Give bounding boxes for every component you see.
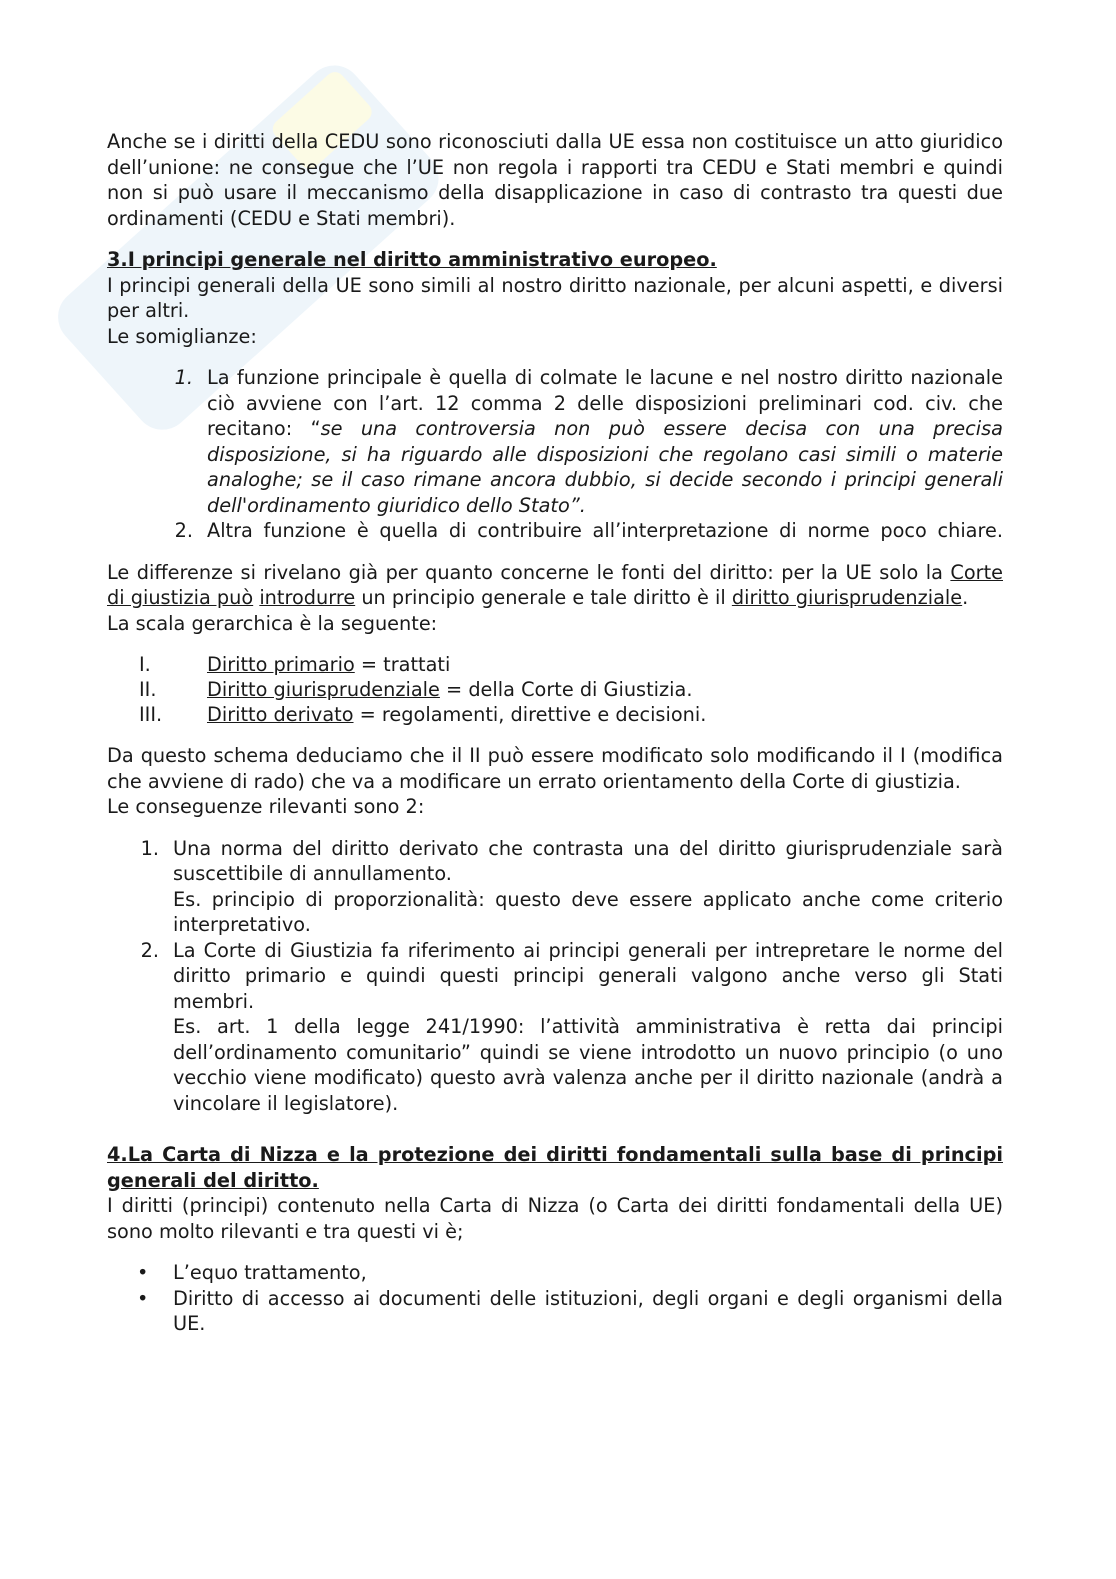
civil-code-quote: se una controversia non può essere decisa con una precisa disposizione, si ha riguardo alle disposizioni che regolano casi simili o materie analoghe; se il caso rimane ancora dubbio, si decide secondo i principi generali dell'ordinamento giuridico dello Stato: [207, 417, 1003, 517]
section-4-heading: 4.La Carta di Nizza e la protezione dei diritti fondamentali sulla base di principi generali del diritto.: [107, 1143, 1003, 1192]
bullet-text: L’equo trattamento,: [173, 1261, 367, 1284]
intro-paragraph: Anche se i diritti della CEDU sono riconosciuti dalla UE essa non costituisce un atto giuridico dell’unione: ne consegue che l’UE non regola i rapporti tra CEDU e Stati membri e quindi non si può usare il meccanismo della disapplicazione in caso di contrasto tra questi due ordinamenti (CEDU e Stati membri).: [107, 130, 1003, 230]
consequence-example: Es. principio di proporzionalità: questo deve essere applicato anche come criterio interpretativo.: [173, 887, 1003, 936]
quote-end: ”.: [569, 493, 586, 517]
scheme-paragraph: Da questo schema deduciamo che il II può essere modificato solo modificando il I (modifica che avviene di rado) che va a modificare un errato orientamento della Corte di giustizia.: [107, 744, 1003, 793]
bullet-text: Diritto di accesso ai documenti delle istituzioni, degli organi e degli organismi della UE.: [173, 1286, 1003, 1335]
hierarchy-term: Diritto primario: [207, 653, 355, 676]
bullet-item-2: [107, 1286, 1003, 1337]
list-number: 2.: [140, 938, 159, 962]
hierarchy-item-1: [107, 652, 1003, 677]
bullet-icon: •: [137, 1261, 149, 1284]
list-number: 2.: [174, 519, 193, 542]
hierarchy-term: Diritto derivato: [207, 703, 354, 726]
similarity-text: La funzione principale è quella di colmate le lacune e nel nostro diritto nazionale ciò avviene con l’art. 12 comma 2 delle disposizioni preliminari cod. civ. che recitano: “: [207, 366, 1003, 440]
hierarchy-desc: = della Corte di Giustizia.: [439, 678, 693, 701]
case-law-underlined: diritto giurisprudenziale: [731, 586, 963, 609]
roman-numeral: II.: [139, 678, 157, 701]
list-number: 1.: [174, 366, 193, 389]
roman-numeral: III.: [139, 703, 163, 726]
similarity-item-2: [107, 518, 1003, 544]
court-of-justice-underlined: Corte di giustizia può: [107, 560, 1003, 609]
differences-paragraph: Le differenze si rivelano già per quanto concerne le fonti del diritto: per la UE solo la Corte di giustizia può introdurre un principio generale e tale diritto è il diritto giurisprudenziale.: [107, 560, 1003, 609]
introduce-underlined: introdurre: [259, 586, 356, 609]
similarity-item-1: [107, 365, 1003, 518]
section-3-heading: 3.I principi generale nel diritto amministrativo europeo.: [107, 248, 717, 271]
bullet-item-1: [107, 1260, 1003, 1286]
similarity-text: Altra funzione è quella di contribuire all’interpretazione di norme poco chiare.: [207, 519, 1003, 542]
hierarchy-item-2: [107, 677, 1003, 702]
hierarchy-term: Diritto giurisprudenziale: [207, 678, 440, 701]
consequence-text: La Corte di Giustizia fa riferimento ai principi generali per intrepretare le norme del diritto primario e quindi questi principi generali valgono anche verso gli Stati membri.: [173, 938, 1003, 1013]
list-number: 1.: [140, 836, 159, 860]
hierarchy-intro: La scala gerarchica è la seguente:: [107, 611, 438, 635]
consequence-example: Es. art. 1 della legge 241/1990: l’attività amministrativa è retta dai principi dell’ordinamento comunitario” quindi se viene introdotto un nuovo principio (o uno vecchio viene modificato) questo avrà valenza anche per il diritto nazionale (andrà a vincolare il legislatore).: [173, 1015, 1003, 1115]
consequences-intro: Le conseguenze rilevanti sono 2:: [107, 795, 425, 818]
hierarchy-item-3: [107, 702, 1003, 727]
similarities-label: Le somiglianze:: [107, 324, 257, 348]
document-body: [107, 129, 1003, 1337]
roman-numeral: I.: [139, 653, 151, 676]
consequence-item-2: [107, 938, 1003, 1117]
consequence-item-1: [107, 836, 1003, 938]
section-4-paragraph: I diritti (principi) contenuto nella Carta di Nizza (o Carta dei diritti fondamentali della UE) sono molto rilevanti e tra questi vi è;: [107, 1194, 1003, 1243]
hierarchy-desc: = trattati: [354, 653, 451, 676]
bullet-icon: •: [137, 1286, 149, 1310]
consequence-text: Una norma del diritto derivato che contrasta una del diritto giurisprudenziale sarà suscettibile di annullamento.: [173, 836, 1003, 885]
hierarchy-desc: = regolamenti, direttive e decisioni.: [353, 703, 707, 726]
section-3-paragraph: I principi generali della UE sono simili al nostro diritto nazionale, per alcuni aspetti, e diversi per altri.: [107, 273, 1003, 322]
